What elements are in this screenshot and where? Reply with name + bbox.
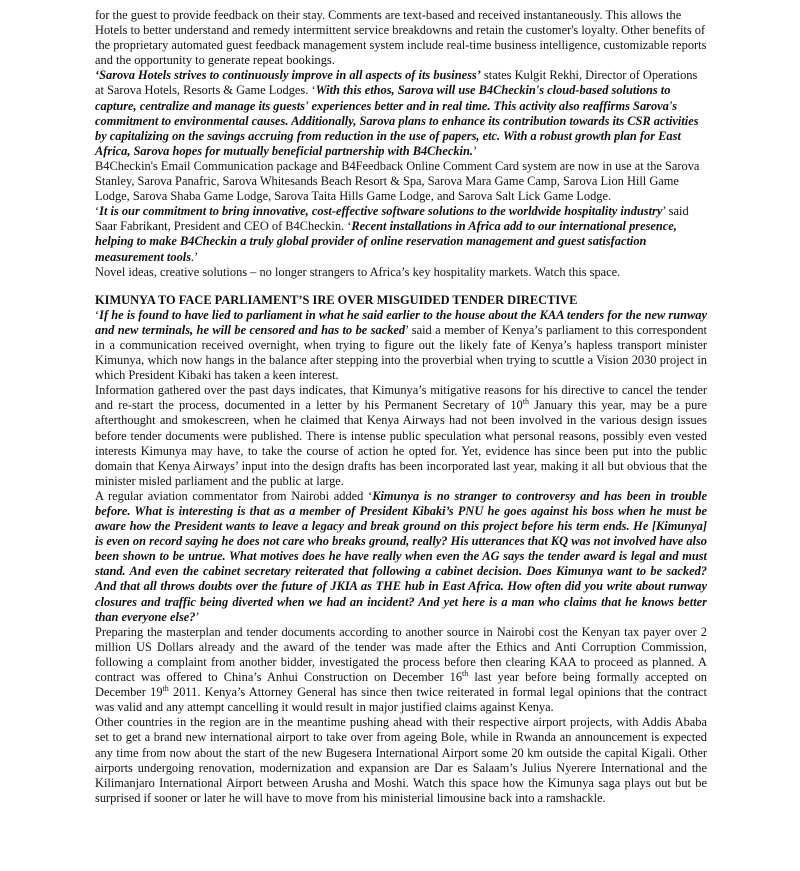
commentator-quote: Kimunya is no stranger to controversy and has been in trouble before. What is interesting is that as a member of President Kibaki’s PNU he goes against his boss when he must be aware how the President wants to leave a legacy and break ground on this project before his term ends. He [Kimunya] is even on record saying he does not care who breaks ground, really? His utterances that KQ was not involved have also been shown to be untrue. What motives does he have really when even the AG says the tender award is legal and must stand. And even the cabinet secretary reiterated that following a cabinet decision. Does Kimunya want to be sacked? And that all throws doubts over the future of JKIA as THE hub in East Africa. How often did you write about runway closures and traffic being diverted when we had an incident? And yet here is a man who claims that he knows better than everyone else? bbox=[95, 488, 708, 624]
rekhi-quote-lead: ‘Sarova Hotels strives to continuously improve in all aspects of its business’ bbox=[95, 68, 481, 83]
mp-quote-context: ’ said a member of Kenya’s parliament to this correspondent in a communication received overnight, when trying to figure out the likely fate of Kenya’s hapless transport minister Kimunya, which now hangs in the balance after stepping into the proverbial when trying to scuttle a Vision 2030 project in which President Kibaki has taken a keen interest. bbox=[95, 322, 707, 383]
b4checkin-installations-paragraph: B4Checkin's Email Communication package and B4Feedback Online Comment Card system are now in use at the Sarova Stanley, Sarova Panafric, Sarova Whitesands Beach Resort & Spa, Sarova Mara Game Camp, Sarova Lion Hill Game Lodge, Sarova Shaba Game Lodge, Sarova Taita Hills Game Lodge, and Sarova Salt Lick Game Lodge. bbox=[95, 158, 700, 204]
rekhi-attribution: states Kulgit Rekhi, Director of Operations at Sarova Hotels, Resorts & Game Lodges. ‘ bbox=[95, 68, 698, 98]
fabrikant-quote-open: ‘ bbox=[95, 204, 100, 219]
mp-quote-open: ‘ bbox=[95, 307, 100, 322]
fabrikant-quote-body: Recent installations in Africa add to our international presence, helping to make B4Checkin a truly global provider of online reservation management and guest satisfaction measurement tools bbox=[95, 219, 677, 264]
document-page bbox=[95, 8, 707, 806]
masterplan-cost-paragraph bbox=[95, 625, 707, 716]
rekhi-quote-close: ’ bbox=[472, 143, 478, 158]
masterplan-text-b: last year before being formally accepted on December 19 bbox=[95, 670, 707, 700]
regional-airports-paragraph: Other countries in the region are in the meantime pushing ahead with their respective airport projects, with Addis Ababa set to get a brand new international airport to take over from ageing Bole, while in Rwanda an announcement is expected any time from now about the start of the new Bugesera International Airport some 20 km outside the capital Kigali. Other airports undergoing renovation, modernization and expansion are Dar es Salaam’s Julius Nyerere International and the Kilimanjaro International Airport between Arusha and Moshi. Watch this space how the Kimunya saga plays out but be surprised if sooner or later he will have to move from his ministerial limousine back into a ramshackle. bbox=[95, 715, 707, 805]
sarova-intro-paragraph: for the guest to provide feedback on their stay. Comments are text-based and received instantaneously. This allows the Hotels to better understand and remedy intermittent service breakdowns and retain the customer's loyalty. Other benefits of the proprietary automated guest feedback management system include real-time business intelligence, customizable reports and the opportunity to generate repeat bookings. bbox=[95, 8, 707, 68]
fabrikant-quote-paragraph bbox=[95, 204, 707, 264]
fabrikant-quote-lead: It is our commitment to bring innovative, cost-effective software solutions to the worldwide hospitality industry bbox=[99, 204, 663, 219]
sarova-rekhi-quote-paragraph bbox=[95, 68, 707, 159]
commentator-quote-close: ’ bbox=[195, 609, 200, 624]
kimunya-mp-quote-paragraph bbox=[95, 308, 707, 383]
fabrikant-attribution: ’ said Saar Fabrikant, President and CEO of B4Checkin. ‘ bbox=[95, 204, 689, 234]
information-text-a: Information gathered over the past days indicates, that Kimunya’s mitigative reasons for his directive to cancel the tender and re-start the process, documented in a letter by his Permanent Secretary of 10 bbox=[95, 383, 707, 413]
aviation-commentator-paragraph bbox=[95, 489, 707, 625]
commentator-intro: A regular aviation commentator from Nairobi added ‘ bbox=[95, 488, 373, 503]
mp-quote: If he is found to have lied to parliament in what he said earlier to the house about the KAA tenders for the new runway and new terminals, he will be censored and has to be sacked bbox=[95, 307, 707, 337]
kimunya-information-paragraph bbox=[95, 383, 707, 489]
fabrikant-quote-close: .’ bbox=[191, 249, 199, 264]
information-text-b: January this year, may be a pure afterthought and smokescreen, when he claimed that Kenya Airways had not been involved in the various design issues before tender documents were published. There is intense public speculation what personal reasons, possibly even vested interests Kimunya may have, to take the course of action he opted for. Yet, evidence has since been put into the public domain that Kenya Airways’ input into the design drafts has been incorporated last year, making it all but obvious that the minister misled parliament and the public at large. bbox=[95, 398, 707, 488]
masterplan-text-c: 2011. Kenya’s Attorney General has since then twice reiterated in formal legal opinions that the contract was valid and any attempt cancelling it would result in major justified claims against Kenya. bbox=[95, 685, 707, 715]
ordinal-suffix: th bbox=[162, 684, 169, 693]
kimunya-article-heading: KIMUNYA TO FACE PARLIAMENT’S IRE OVER MISGUIDED TENDER DIRECTIVE bbox=[95, 292, 578, 307]
rekhi-quote-body: With this ethos, Sarova will use B4Checkin's cloud-based solutions to capture, centralize and manage its guests' experiences better and in real time. This activity also reaffirms Sarova's commitment to environmental causes. Additionally, Sarova plans to enhance its contribution towards its CSR activities by capitalizing on the savings accruing from reduction in the use of papers, etc. With a robust growth plan for East Africa, Sarova hopes for mutually beneficial partnership with B4Checkin. bbox=[95, 83, 699, 158]
ordinal-suffix: th bbox=[522, 397, 529, 407]
sarova-closing-paragraph: Novel ideas, creative solutions – no longer strangers to Africa’s key hospitality markets. Watch this space. bbox=[95, 264, 621, 279]
masterplan-text-a: Preparing the masterplan and tender documents according to another source in Nairobi cost the Kenyan tax payer over 2 million US Dollars already and the award of the tender was made after the Ethics and Anti Corruption Commission, following a complaint from another bidder, investigated the process before then clearing KAA to proceed as planned. A contract was offered to China’s Anhui Construction on December 16 bbox=[95, 624, 707, 685]
ordinal-suffix: th bbox=[462, 668, 469, 678]
